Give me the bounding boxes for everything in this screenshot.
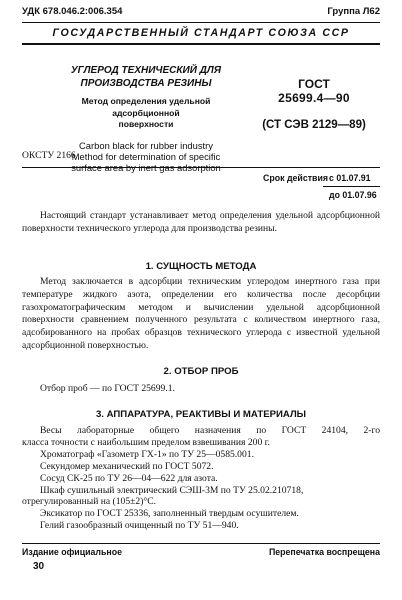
gost-block (250, 77, 378, 132)
section-3-list (22, 425, 380, 532)
title-ru-line: УГЛЕРОД ТЕХНИЧЕСКИЙ ДЛЯ (70, 65, 222, 76)
section-3-line: Гелий газообразный очищенный по ТУ 51—940. (40, 520, 239, 532)
header-rule-bottom (22, 43, 380, 45)
section-3-line: Весы лабораторные общего назначения по ГОСТ 24104, 2-го (40, 425, 380, 436)
title-en (60, 140, 232, 174)
subtitle-ru-line: поверхности (118, 119, 174, 129)
validity-rule (22, 167, 380, 168)
footer-rule (22, 543, 380, 544)
okstu-code: ОКСТУ 2166 (22, 150, 76, 161)
standard-banner: ГОСУДАРСТВЕННЫЙ СТАНДАРТ СОЮЗА ССР (52, 27, 350, 39)
official-edition-label: Издание официальное (22, 547, 122, 557)
title-en-line: surface area by inert gas adsorption (71, 161, 221, 173)
section-3-line: Шкаф сушильный электрический СЭШ-3М по ТУ 25.02.210718, (40, 484, 304, 496)
st-sev: (СТ СЭВ 2129—89) (262, 119, 366, 131)
group-code: Группа Л62 (327, 6, 380, 17)
intro-paragraph: Настоящий стандарт устанавливает метод определения удельной адсорбционной поверхности технического углерода для производства резины. (22, 210, 380, 234)
section-3-heading: 3. АППАРАТУРА, РЕАКТИВЫ И МАТЕРИАЛЫ (95, 409, 307, 420)
validity-to: до 01.07.96 (329, 190, 377, 200)
reprint-prohibited-label: Перепечатка воспрещена (268, 547, 380, 557)
section-1-text: Метод заключается в адсорбции техническим углеродом инертного газа при температуре жидкого азота, определении его количества после десорбции газохроматографическим методом и вычислении удельной адсорбционной поверхности сравнением полученного результата с количеством инертного газа, адсобированного на пробах образцов технического углерода с известной удельной адсорбционной поверхностью. (22, 276, 380, 351)
validity-label: Срок действия (263, 173, 328, 183)
section-3-line: Эксикатор по ГОСТ 25336, заполненный твердым осушителем. (40, 508, 299, 520)
title-en-line: Carbon black for rubber industry (79, 139, 213, 151)
gost-label: ГОСТ (298, 77, 330, 91)
section-2-heading: 2. ОТБОР ПРОБ (163, 366, 239, 377)
title-ru-line: ПРОИЗВОДСТВА РЕЗИНЫ (80, 77, 212, 89)
section-3-line: класса точности с наибольшим пределом взвешивания 200 г. (22, 436, 270, 448)
title-en-line: Method for determination of specific (71, 150, 221, 162)
validity-divider (323, 186, 380, 187)
gost-number: 25699.4—90 (278, 91, 350, 105)
section-3-line: Секундомер механический по ГОСТ 5072. (40, 460, 214, 472)
page-number: 30 (33, 561, 45, 572)
header-rule-top (22, 22, 380, 23)
section-1-heading: 1. СУЩНОСТЬ МЕТОДА (145, 261, 257, 272)
title-ru (60, 65, 232, 90)
section-3-line: Хроматограф «Газометр ГХ-1» по ТУ 25—0585.001. (40, 448, 254, 460)
udk-code: УДК 678.046.2:006.354 (22, 6, 123, 17)
validity-from: с 01.07.91 (329, 173, 371, 183)
title-block (60, 65, 232, 173)
subtitle-ru-line: Метод определения удельной адсорбционной (81, 96, 211, 118)
section-2-text: Отбор проб — по ГОСТ 25699.1. (40, 383, 175, 394)
section-3-line: отрегулированный на (105±2)°С. (22, 496, 157, 508)
subtitle-ru (60, 96, 232, 131)
section-3-line: Сосуд СК-25 по ТУ 26—04—622 для азота. (40, 472, 218, 484)
